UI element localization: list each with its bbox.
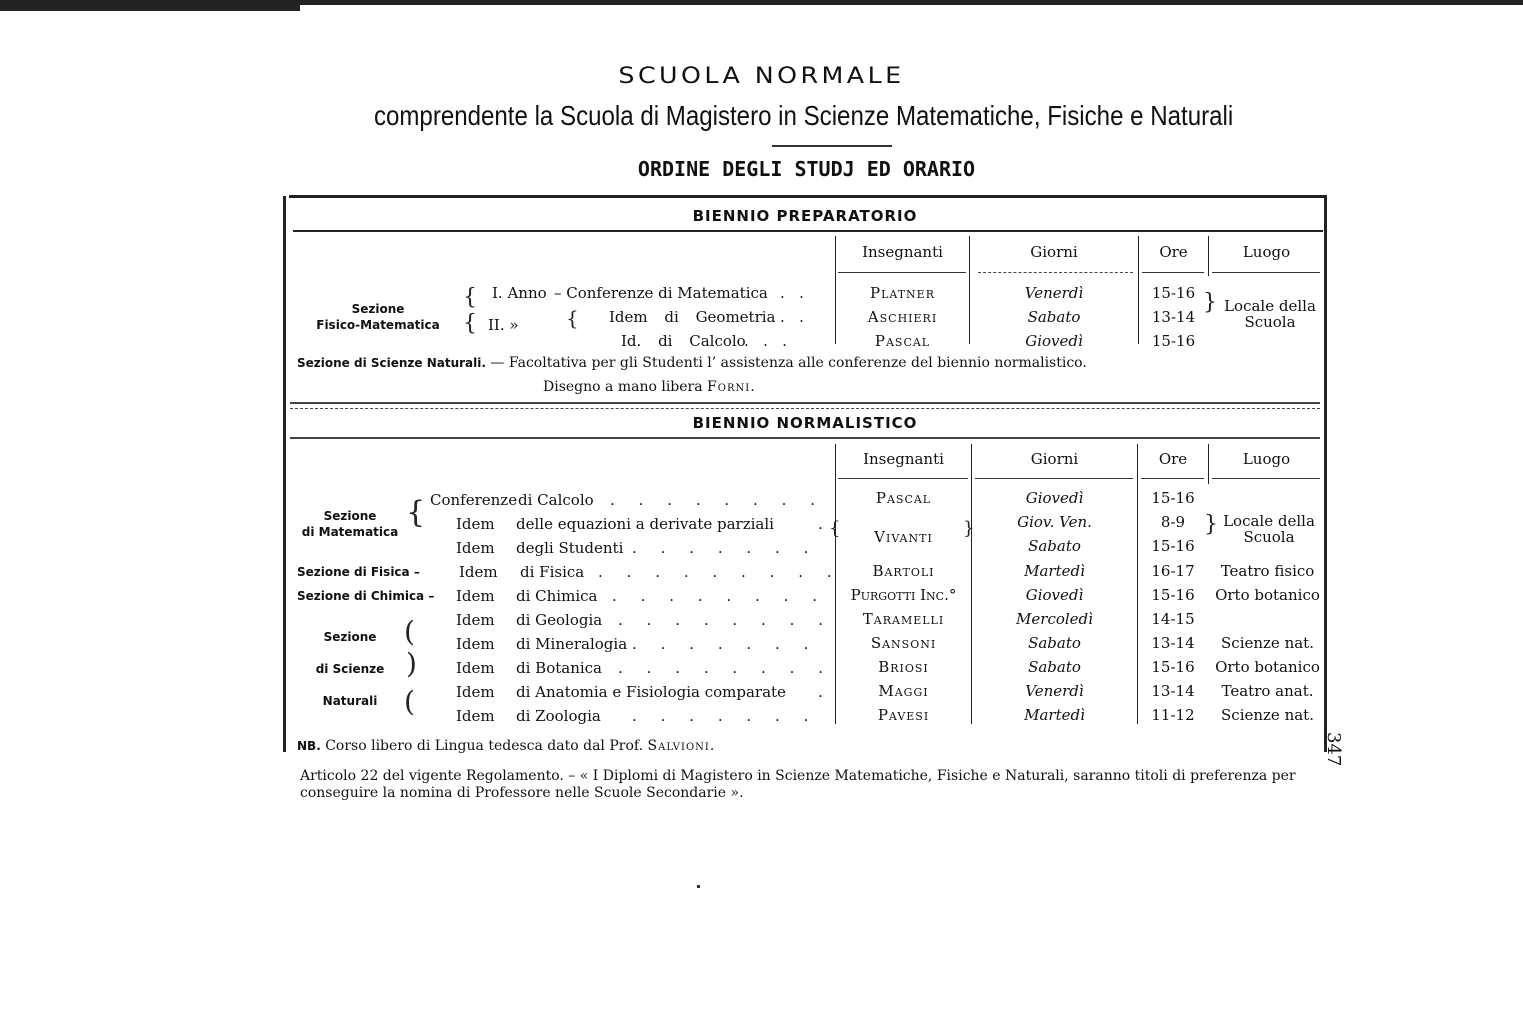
col-luogo: Luogo	[1242, 450, 1291, 468]
natural-sciences-note: Sezione di Scienze Naturali. — Facoltativa per gli Studenti l’ assistenza alle conferenze del biennio normalistico.	[297, 355, 1087, 371]
section-label: Sezione di Chimica –	[297, 589, 435, 603]
col-insegnanti: Insegnanti	[863, 450, 944, 468]
place: Locale della Scuola	[1223, 512, 1315, 546]
scan-edge-dark	[0, 5, 300, 11]
place: Scienze nat.	[1221, 634, 1314, 652]
hours: 13-14	[1151, 682, 1195, 700]
col-underline	[838, 478, 968, 479]
day: Mercoledì	[1016, 610, 1093, 628]
leader-dots: . . . . . . . .	[618, 611, 824, 629]
prep-section-title: BIENNIO PREPARATORIO	[692, 207, 918, 225]
row-prefix: Idem	[459, 563, 498, 581]
page-heading: ORDINE DEGLI STUDJ ED ORARIO	[637, 157, 976, 181]
subject: degli Studenti	[516, 539, 624, 557]
row-prefix: Idem	[456, 539, 495, 557]
place: Teatro anat.	[1221, 682, 1314, 700]
page-subtitle: comprendente la Scuola di Magistero in Scienze Matematiche, Fisiche e Naturali	[373, 100, 1234, 131]
section-label: Naturali	[322, 694, 378, 708]
brace: }	[1204, 512, 1218, 537]
teacher: Platner	[869, 284, 935, 302]
teacher: Briosi	[878, 658, 929, 676]
table-top-rule	[289, 195, 1327, 198]
col-underline	[1212, 272, 1320, 273]
leader-dots: . . . . . . . .	[612, 587, 818, 605]
brace: }	[1203, 290, 1217, 315]
subject: di Fisica	[520, 563, 585, 581]
teacher: Taramelli	[862, 610, 945, 628]
col-underline	[1141, 478, 1204, 479]
brace: )	[406, 647, 417, 680]
brace: }	[963, 518, 975, 539]
row-prefix: Idem	[456, 587, 495, 605]
hours: 8-9	[1160, 513, 1186, 531]
leader-dots: . . . . . . . .	[610, 491, 816, 509]
hours: 15-16	[1151, 489, 1195, 507]
teacher: Purgotti Inc.°	[850, 586, 957, 604]
brace: {	[829, 518, 841, 539]
hours: 13-14	[1151, 634, 1195, 652]
section-label: Sezione	[351, 302, 405, 316]
subject: di Mineralogia	[516, 635, 628, 653]
row-prefix: Idem	[456, 707, 495, 725]
day: Giovedì	[1025, 586, 1084, 604]
row-prefix: Idem	[456, 659, 495, 677]
leader-dots: . . .	[744, 332, 787, 350]
section-label: Sezione di Fisica –	[297, 565, 420, 579]
prep-year: I. Anno	[492, 284, 547, 302]
leader-dots: .	[818, 515, 823, 533]
day: Venerdì	[1024, 284, 1084, 302]
day: Martedì	[1024, 706, 1085, 724]
leader-dots: . . . . . . .	[632, 635, 809, 653]
leader-dots: . . . . . . .	[632, 539, 809, 557]
leader-dots: . . . . . . . . .	[598, 563, 832, 581]
nb-note: NB. Corso libero di Lingua tedesca dato dal Prof. Salvioni.	[297, 738, 716, 754]
section-label: Sezione	[323, 630, 377, 644]
day: Sabato	[1028, 537, 1081, 555]
teacher: Sansoni	[870, 634, 937, 652]
col-ore: Ore	[1159, 243, 1188, 261]
col-underline	[978, 272, 1133, 273]
day: Giov. Ven.	[1017, 513, 1092, 531]
subject: di Anatomia e Fisiologia comparate	[516, 683, 786, 701]
subject: di Zoologia	[516, 707, 601, 725]
leader-dots: .	[818, 683, 823, 701]
place: Scienze nat.	[1221, 706, 1314, 724]
day: Sabato	[1028, 658, 1081, 676]
footer-article: Articolo 22 del vigente Regolamento. – « I Diplomi di Magistero in Scienze Matematiche, Fisiche e Naturali, saranno titoli di preferenza per conseguire la nomina di Professore nelle Scuole Secondarie ».	[300, 768, 1296, 801]
brace: (	[404, 615, 415, 648]
page-title: SCUOLA NORMALE	[618, 64, 905, 89]
section-label: di Scienze	[315, 662, 385, 676]
teacher: Vivanti	[874, 528, 933, 546]
day: Sabato	[1027, 308, 1081, 326]
col-underline	[975, 478, 1133, 479]
teacher: Bartoli	[872, 562, 935, 580]
prep-header-rule	[293, 230, 1323, 232]
col-underline	[1212, 478, 1320, 479]
brace: {	[406, 495, 426, 530]
section-divider	[290, 408, 1320, 409]
prep-subject: – Conferenze di Matematica	[554, 284, 768, 302]
section-label: di Matematica	[301, 525, 399, 539]
section-divider	[290, 402, 1320, 404]
teacher: Pascal	[875, 489, 932, 507]
subject: di Geologia	[516, 611, 603, 629]
hours: 11-12	[1151, 706, 1195, 724]
prep-subject: Idem di Geometria	[609, 308, 776, 326]
scan-speck	[697, 885, 700, 888]
day: Giovedì	[1025, 489, 1084, 507]
subject: di Calcolo	[518, 491, 594, 509]
teacher: Maggi	[878, 682, 929, 700]
col-ore: Ore	[1158, 450, 1188, 468]
section-label: Sezione	[323, 509, 377, 523]
place: Orto botanico	[1215, 658, 1320, 676]
place: Locale della Scuola	[1224, 297, 1316, 331]
hours: 16-17	[1151, 562, 1195, 580]
row-prefix: Conferenze	[430, 491, 518, 509]
drawing-note: Disegno a mano libera Forni.	[543, 379, 756, 395]
hours: 15-16	[1151, 284, 1196, 302]
hours: 14-15	[1151, 610, 1195, 628]
leader-dots: . . . . . . . .	[618, 659, 824, 677]
hours: 15-16	[1151, 586, 1195, 604]
leader-dots: . .	[780, 284, 804, 302]
day: Giovedì	[1025, 332, 1083, 350]
leader-dots: . . . . . . .	[632, 707, 809, 725]
day: Venerdì	[1025, 682, 1084, 700]
col-luogo: Luogo	[1242, 243, 1291, 261]
row-prefix: Idem	[456, 611, 495, 629]
row-prefix: Idem	[456, 515, 495, 533]
hours: 15-16	[1151, 332, 1196, 350]
row-prefix: Idem	[456, 635, 495, 653]
col-insegnanti: Insegnanti	[862, 243, 943, 261]
title-rule	[772, 145, 892, 147]
table-border-left	[283, 196, 286, 752]
subject: delle equazioni a derivate parziali	[516, 515, 774, 533]
hours: 15-16	[1151, 537, 1195, 555]
norm-section-title: BIENNIO NORMALISTICO	[692, 414, 918, 432]
teacher: Pascal	[874, 332, 931, 350]
brace: {	[463, 311, 477, 336]
hours: 13-14	[1151, 308, 1196, 326]
teacher: Aschieri	[867, 308, 938, 326]
page-number: 347	[1323, 732, 1344, 767]
hours: 15-16	[1151, 658, 1195, 676]
section-divider	[290, 437, 1320, 439]
day: Sabato	[1028, 634, 1081, 652]
section-label: Fisico-Matematica	[316, 318, 440, 332]
teacher: Pavesi	[877, 706, 930, 724]
prep-subject: Id. di Calcolo	[621, 332, 746, 350]
brace: {	[463, 285, 477, 310]
place: Teatro fisico	[1220, 562, 1315, 580]
day: Martedì	[1024, 562, 1085, 580]
col-giorni: Giorni	[1030, 243, 1078, 261]
col-giorni: Giorni	[1030, 450, 1079, 468]
subject: di Chimica	[516, 587, 598, 605]
brace: (	[404, 685, 415, 718]
place: Orto botanico	[1215, 586, 1320, 604]
brace: {	[566, 306, 579, 330]
subject: di Botanica	[516, 659, 602, 677]
leader-dots: . .	[780, 308, 804, 326]
prep-year: II. »	[488, 316, 519, 334]
row-prefix: Idem	[456, 683, 495, 701]
col-underline	[1142, 272, 1204, 273]
col-underline	[838, 272, 966, 273]
